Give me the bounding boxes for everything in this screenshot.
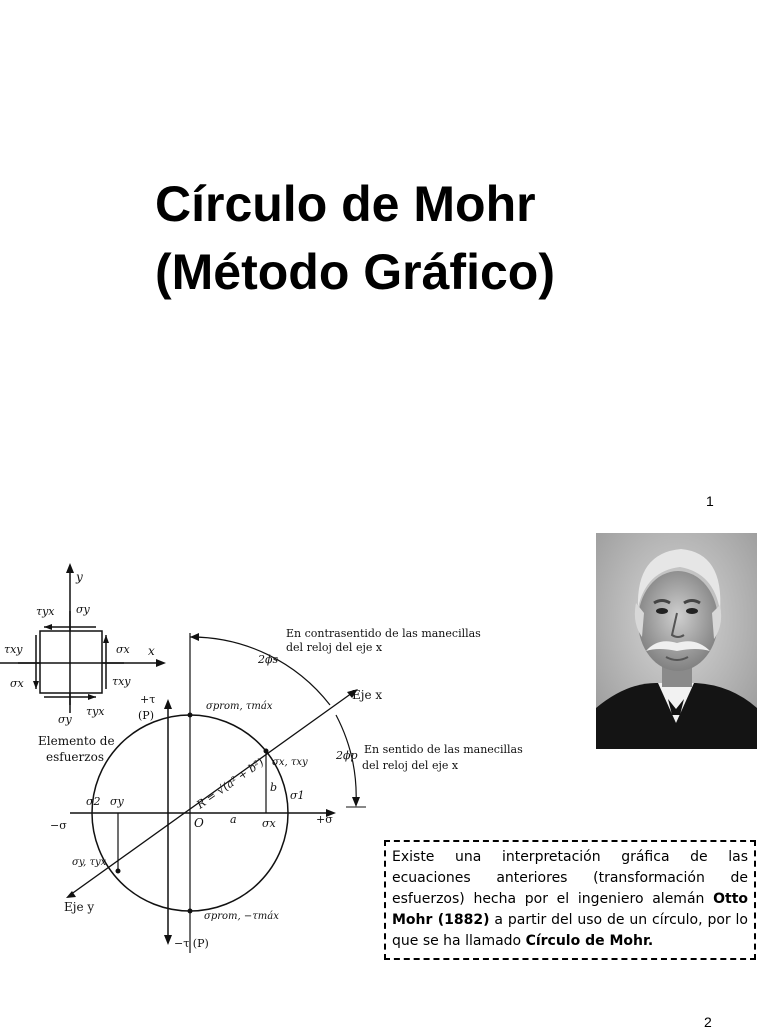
label-sigma-y-axis: σy [110, 795, 124, 808]
label-sigma-x-axis: σx [262, 817, 276, 830]
label-minus-tau-p: −τ (P) [174, 937, 209, 950]
label-a: a [230, 813, 237, 826]
cw-note-line-1: En sentido de las manecillas [364, 743, 523, 756]
label-2phi-p: 2ϕp [336, 749, 358, 762]
label-point-y: σy, τyx [72, 857, 107, 868]
element-label-line-2: esfuerzos [46, 750, 104, 764]
label-sigma-x-right: σx [116, 643, 130, 656]
description-box [384, 840, 756, 960]
label-tau-yx-top: τyx [36, 605, 55, 618]
label-sigma-y-top: σy [76, 603, 90, 616]
description-part-2: a partir del uso de un círculo, por lo que se ha llamado [392, 912, 748, 949]
label-sigma-x-left: σx [10, 677, 24, 690]
label-point-x: σx, τxy [272, 757, 308, 768]
element-label-line-1: Elemento de [38, 734, 115, 748]
label-plus-tau: +τ [140, 693, 156, 706]
ccw-note-line-1: En contrasentido de las manecillas [286, 627, 481, 640]
portrait-otto-mohr [596, 533, 757, 749]
label-sigma-1: σ1 [290, 789, 305, 802]
next-page-number: 2 [704, 1014, 712, 1030]
description-part-1: Existe una interpretación gráfica de las ecuaciones anteriores (transformación de esfuerzos) hecha por el ingeniero alemán [392, 849, 748, 907]
label-plus-sigma: +σ [316, 813, 333, 826]
label-tau-xy-right: τxy [112, 675, 131, 688]
description-bold-term: Círculo de Mohr. [525, 933, 654, 949]
ccw-note-line-2: del reloj del eje x [286, 641, 383, 654]
cw-note-line-2: del reloj del eje x [362, 759, 459, 772]
title-line-2: (Método Gráfico) [155, 244, 555, 300]
label-b: b [270, 781, 278, 794]
label-origin: O [194, 816, 204, 830]
label-sigma-2: σ2 [86, 795, 101, 808]
label-sigma-y-bottom: σy [58, 713, 72, 726]
label-radius: R = √(a² + b²) [194, 755, 267, 812]
description-bold-name: Otto Mohr (1882) [392, 891, 748, 928]
label-minus-sigma: −σ [50, 819, 67, 832]
label-plus-p: (P) [138, 709, 154, 722]
label-tau-yx-bottom: τyx [86, 705, 105, 718]
element-axis-x-label: x [148, 644, 155, 658]
label-tau-xy-left: τxy [4, 643, 23, 656]
label-sigma-prom-top: σprom, τmáx [206, 701, 273, 712]
page-title [155, 170, 555, 306]
element-axis-y-label: y [76, 570, 83, 584]
label-2phi-s: 2ϕs [258, 653, 279, 666]
page-number: 1 [706, 493, 714, 509]
stress-element-square [40, 631, 102, 693]
title-line-1: Círculo de Mohr [155, 176, 536, 232]
label-sigma-prom-bottom: σprom, −τmáx [204, 911, 279, 922]
label-eje-x: Eje x [352, 688, 383, 702]
label-eje-y: Eje y [64, 900, 95, 914]
